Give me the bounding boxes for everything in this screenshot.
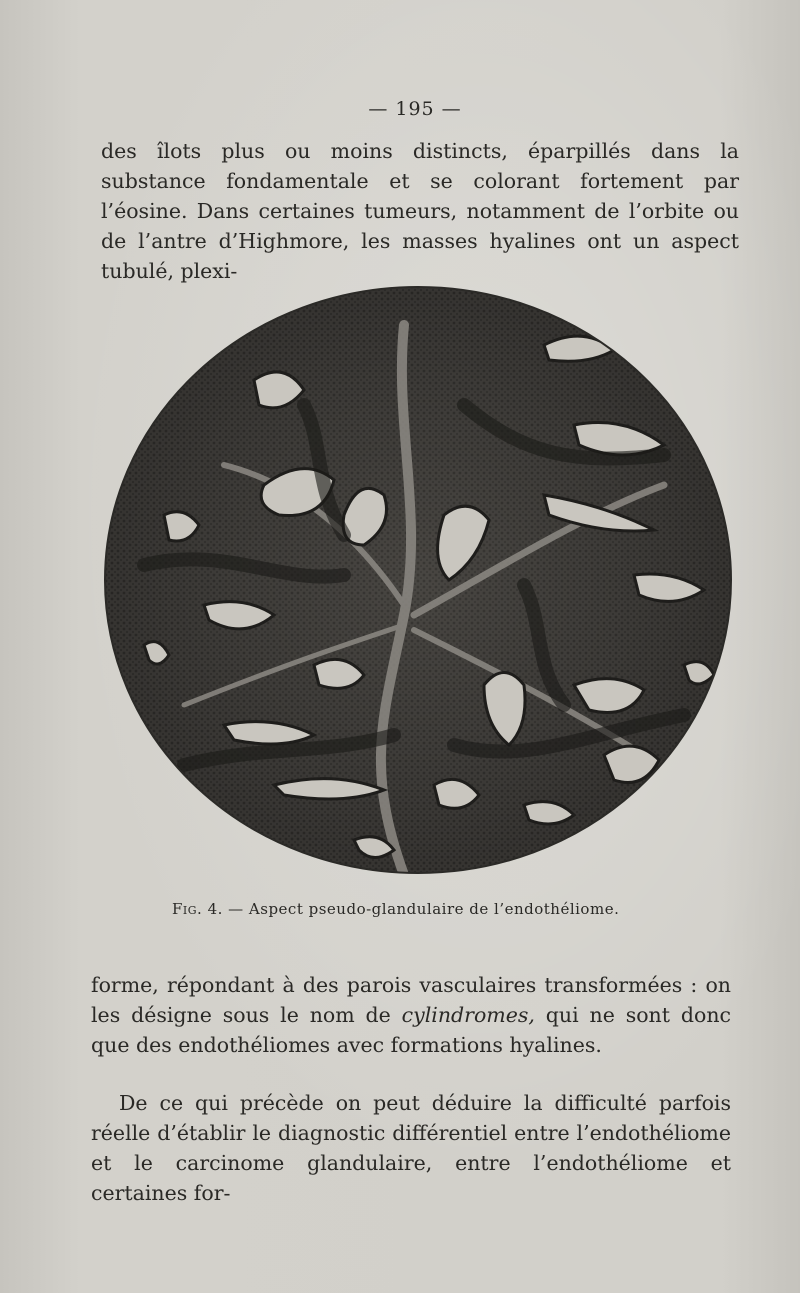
page-number: — 195 — xyxy=(368,98,462,120)
paragraph-1-text: des îlots plus ou moins distincts, éparpillés dans la substance fondamentale et se colorant fortement par l’éosine. Dans certaines tumeurs, notamment de l’orbite ou de l’antre d’Highmore, les masses hyalines ont un aspect tubulé, plexi- xyxy=(101,139,739,283)
paragraph-top xyxy=(101,136,739,286)
figure-caption-text: — Aspect pseudo-glandulaire de l’endothéliome. xyxy=(222,900,620,918)
paragraph-2-before: forme, répondant à des parois vasculaires transformées : on les désigne sous le nom de xyxy=(91,973,731,1027)
paragraph-3-text: De ce qui précède on peut déduire la difficulté parfois réelle d’établir le diagnostic différentiel entre l’endothéliome et le carcinome glandulaire, entre l’endothéliome et certaines for- xyxy=(91,1091,731,1205)
figure-label: Fig. 4. xyxy=(172,900,223,918)
paragraph-2-emphasis: cylindromes, xyxy=(401,1003,535,1027)
paragraph-2-after: qui ne sont donc que des endothéliomes avec formations hyalines. xyxy=(91,1003,732,1057)
paragraph-bottom xyxy=(91,1088,731,1208)
paragraph-middle xyxy=(91,970,731,1060)
figure-caption xyxy=(172,900,672,918)
micrograph-image xyxy=(104,285,732,875)
paragraph-2 xyxy=(91,970,731,1060)
micrograph-figure xyxy=(104,285,732,875)
